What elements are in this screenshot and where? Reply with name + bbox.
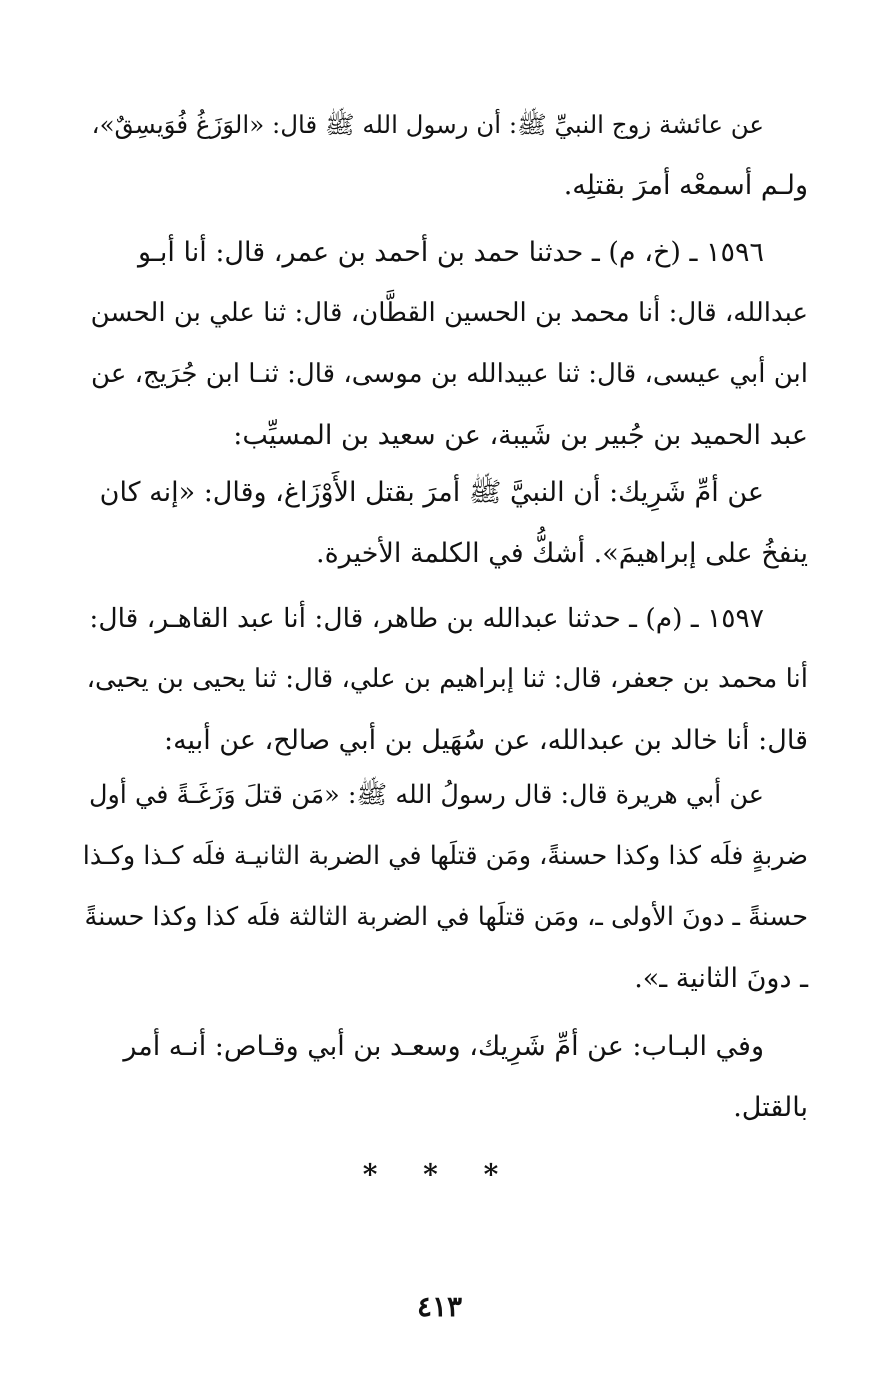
text-line: عن أمِّ شَرِيك: أن النبيَّ ﷺ أمرَ بقتل الأَوْزَاغ، وقال: «إنه كان [99, 477, 764, 508]
text-line: ابن أبي عيسى، قال: ثنا عبيدالله بن موسى، قال: ثنـا ابن جُرَيج، عن [91, 359, 808, 389]
text-line: عن عائشة زوج النبيِّ ﷺ: أن رسول الله ﷺ قال: «الوَزَغُ فُوَيسِقٌ»، [91, 110, 764, 139]
text-line: ـ دونَ الثانية ـ». [634, 963, 808, 994]
paragraph-abu-huraira-hadith [80, 765, 808, 1009]
text-line: عبدالله، قال: أنا محمد بن الحسين القطَّان، قال: ثنا علي بن الحسن [90, 298, 808, 328]
section-separator: * * * [362, 1158, 517, 1191]
text-line: عن أبي هريرة قال: قال رسولُ الله ﷺ: «مَن قتلَ وَزَغَـةً في أول [88, 780, 764, 810]
text-line: ١٥٩٦ ـ (خ، م) ـ حدثنا حمد بن أحمد بن عمر، قال: أنا أبـو [138, 237, 764, 268]
text-line: حسنةً ـ دونَ الأولى ـ، ومَن قتلَها في الضربة الثالثة فلَه كذا وكذا حسنةً [84, 902, 808, 932]
paragraph-hadith-1597-isnad [80, 588, 808, 771]
text-line: ولـم أسمعْه أمرَ بقتلِه. [563, 170, 808, 201]
paragraph-hadith-1596-isnad [80, 222, 808, 466]
text-line: ينفخُ على إبراهيمَ». أشكُّ في الكلمة الأخيرة. [316, 538, 808, 569]
text-line: قال: أنا خالد بن عبدالله، عن سُهَيل بن أبي صالح، عن أبيه: [163, 725, 808, 756]
paragraph-umm-sharik-hadith [80, 462, 808, 584]
text-line: أنا محمد بن جعفر، قال: ثنا إبراهيم بن علي، قال: ثنا يحيى بن يحيى، [86, 664, 808, 694]
text-line: بالقتل. [733, 1092, 808, 1123]
paragraph-fi-al-bab [80, 1016, 808, 1138]
page-number: ٤١٣ [416, 1290, 463, 1323]
text-line: ١٥٩٧ ـ (م) ـ حدثنا عبدالله بن طاهر، قال: أنا عبد القاهـر، قال: [89, 603, 764, 634]
text-line: وفي البـاب: عن أمِّ شَرِيك، وسعـد بن أبي وقـاص: أنـه أمر [123, 1031, 764, 1062]
paragraph-aisha-hadith [80, 94, 808, 216]
text-line: عبد الحميد بن جُبير بن شَيبة، عن سعيد بن المسيِّب: [233, 420, 808, 451]
text-line: ضربةٍ فلَه كذا وكذا حسنةً، ومَن قتلَها في الضربة الثانيـة فلَه كـذا وكـذا [82, 841, 808, 871]
